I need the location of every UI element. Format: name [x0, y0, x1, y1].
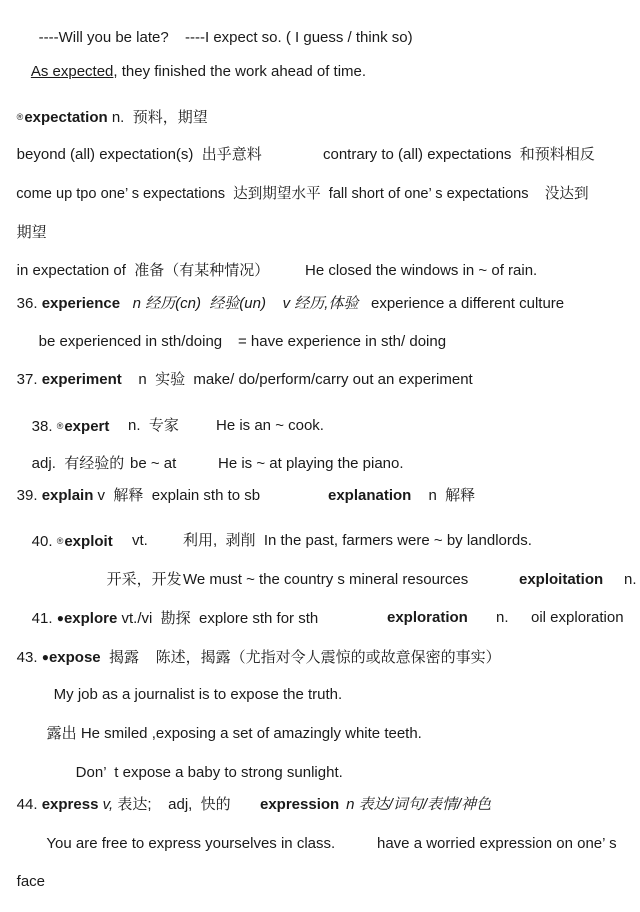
part-of-speech: n. — [496, 609, 509, 626]
meaning: adj. 有经验的 — [31, 455, 125, 472]
phrase: be ~ at — [130, 455, 177, 472]
example: We must ~ the country s mineral resources — [183, 571, 469, 588]
headword: expectation — [24, 109, 108, 126]
headword: experience — [41, 295, 121, 312]
phrase-line — [90, 550, 637, 588]
headword: experiment — [41, 371, 122, 388]
bullet-icon: ● — [56, 611, 64, 625]
phrase-line — [0, 164, 589, 202]
entry-number: 43. — [16, 649, 42, 666]
entry-number: 36. — [16, 295, 42, 312]
headword: exploit — [64, 533, 113, 550]
derived-meaning: n 表达/词句/表情/神色 — [342, 796, 492, 813]
registered-mark-icon: ® — [56, 421, 64, 431]
entry-number: 37. — [16, 371, 42, 388]
dialogue-line — [22, 8, 413, 46]
example-sentence — [30, 704, 422, 742]
entry-explore — [15, 588, 624, 627]
headword: expert — [64, 418, 110, 435]
entry-number: 40. — [31, 533, 57, 550]
part-of-speech: vt. — [132, 532, 148, 549]
registered-mark-icon: ® — [16, 112, 24, 122]
entry-expose — [0, 627, 501, 666]
part-of-speech: v, — [98, 796, 114, 813]
headword: express — [41, 796, 99, 813]
definition: 揭露 陈述，揭露（尤指对令人震惊的或故意保密的事实） — [100, 649, 501, 666]
derived-word: expression — [260, 796, 340, 813]
entry-number: 41. — [31, 610, 57, 627]
answer-text: ----I expect so. ( I guess / think so) — [185, 29, 413, 46]
registered-mark-icon: ® — [56, 536, 64, 546]
entry-experiment — [0, 350, 473, 388]
example: You are free to express yourselves in class. — [46, 835, 336, 852]
example: oil exploration — [531, 609, 624, 626]
example-line-continued — [0, 852, 46, 890]
example: Don’ t expose a baby to strong sunlight. — [75, 764, 343, 781]
entry-exploit — [15, 511, 532, 550]
example: have a worried expression on one’ s — [377, 835, 617, 852]
meaning: 表达; adj, 快的 — [113, 796, 231, 813]
headword: expose — [48, 649, 101, 666]
meaning: n 经历(cn) 经验(un) v 经历,体验 — [120, 295, 359, 312]
phrase-line-continued — [0, 203, 47, 241]
derived-meaning: n 解释 — [416, 487, 476, 504]
phrase: contrary to (all) expectations 和预料相反 — [323, 146, 595, 163]
entry-express — [0, 775, 492, 813]
bullet-icon: ● — [41, 650, 49, 664]
meaning: 利用, 剥削 In the past, farmers were ~ by landlords. — [183, 532, 532, 549]
entry-expert — [15, 396, 324, 435]
underlined-phrase: As expected — [30, 63, 114, 80]
derived-word: exploitation — [519, 571, 604, 588]
part-of-speech: n. 专家 — [128, 417, 179, 434]
headword: explain — [41, 487, 94, 504]
example: He is an ~ cook. — [216, 417, 324, 434]
phrase: be experienced in sth/doing — [38, 333, 223, 350]
entry-explain — [0, 466, 476, 504]
headword: explore — [63, 610, 118, 627]
definition: v 解释 explain sth to sb — [93, 487, 261, 504]
derived-word: exploration — [387, 609, 468, 626]
meaning: 预料，期望 — [124, 109, 208, 126]
example: face — [16, 873, 46, 890]
question-text: ----Will you be late? — [38, 29, 169, 46]
example: 露出 He smiled ,exposing a set of amazingly white teeth. — [46, 725, 422, 742]
meaning: 开采，开发 — [106, 571, 182, 588]
phrase: in expectation of 准备（有某种情况） — [16, 262, 270, 279]
phrase: come up tpo one’ s expectations 达到期望水平 fall short of one’ s expectations 没达到 — [16, 186, 589, 202]
sentence-rest: , they finished the work ahead of time. — [113, 63, 367, 80]
example-line — [30, 814, 617, 852]
phrase: beyond (all) expectation(s) 出乎意料 — [16, 146, 262, 163]
entry-expectation — [0, 87, 208, 126]
definition: n 实验 make/ do/perform/carry out an experiment — [121, 371, 473, 388]
phrase-line — [22, 312, 447, 350]
example: experience a different culture — [358, 295, 565, 312]
example-sentence — [59, 743, 343, 781]
example-sentence — [15, 42, 367, 80]
example: He closed the windows in ~ of rain. — [305, 262, 538, 279]
derived-word: explanation — [328, 487, 412, 504]
part-of-speech: n. — [624, 571, 637, 588]
part-of-speech: n. — [107, 109, 125, 126]
entry-number: 39. — [16, 487, 42, 504]
phrase: = have experience in sth/ doing — [238, 333, 447, 350]
definition: vt./vi 勘探 explore sth for sth — [117, 610, 319, 627]
entry-number: 44. — [16, 796, 42, 813]
entry-experience — [0, 274, 565, 312]
example: My job as a journalist is to expose the truth. — [53, 686, 343, 703]
entry-number: 38. — [31, 418, 57, 435]
phrase: 期望 — [16, 224, 47, 241]
example-sentence — [37, 665, 343, 703]
phrase-line — [0, 241, 538, 279]
phrase-line — [15, 434, 404, 472]
phrase-line — [0, 125, 595, 163]
example: He is ~ at playing the piano. — [218, 455, 404, 472]
